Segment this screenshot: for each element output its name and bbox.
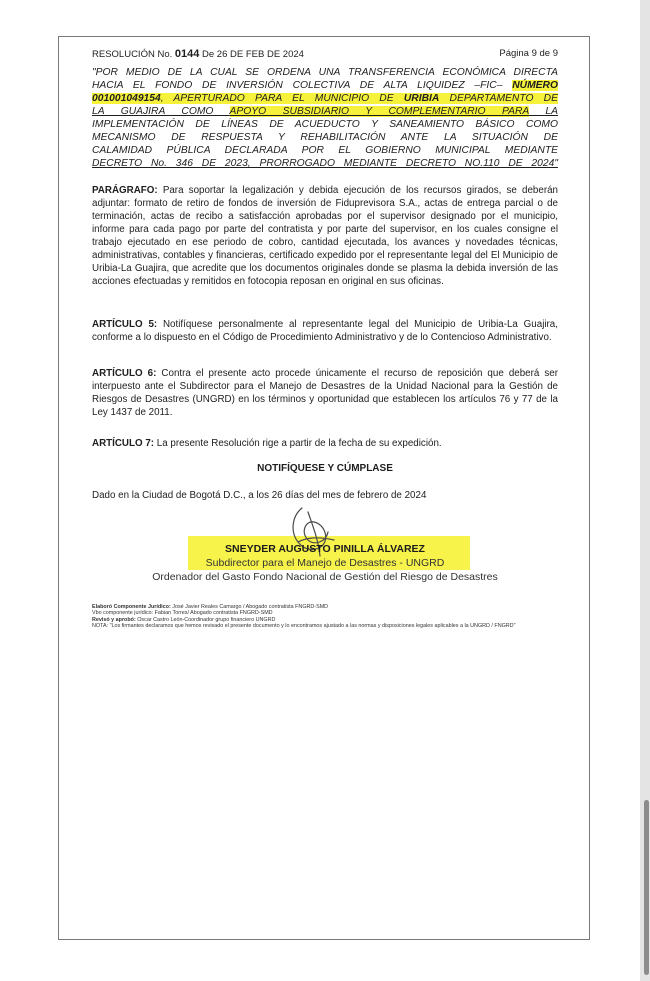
quote-line: IMPLEMENTACIÓN DE LÍNEAS DE ACUEDUCTO Y SANEAMIENTO BÁSICO COMO bbox=[92, 119, 558, 130]
footer-reviso: Revisó y aprobó: Oscar Castro León-Coordinador grupo financiero UNGRD bbox=[92, 616, 276, 623]
quote-line: MECANISMO DE RESPUESTA Y REHABILITACIÓN ANTE LA SITUACIÓN DE bbox=[92, 132, 558, 143]
articulo-6 bbox=[92, 367, 558, 419]
signer-title: Subdirector para el Manejo de Desastres - UNGRD bbox=[205, 557, 445, 569]
articulo-7-text: La presente Resolución rige a partir de la fecha de su expedición. bbox=[156, 438, 442, 449]
resolution-reference: RESOLUCIÓN No. 0144 De 26 DE FEB DE 2024 bbox=[92, 48, 304, 60]
paragrafo-text: Para soportar la legalización y debida ejecución de los recursos girados, se deberán adjuntar: formato de retiro de fondos de inversión de Fiduprevisora S.A., actas de entrega parcial o de terminación, actas de recibo a satisfacción aprobadas por el supervisor designado por el municipio, informe para cada pago por parte del contratista y por parte del supervisor, en los cuales consigne el trabajo ejecutado en ese periodo de cobro, cantidad ejecutada, los avances y novedades técnicas, administrativas, contables y financieras, certificado expedido por el representante legal del El Municipio de Uribia-La Guajira, que acredite que los documentos originales donde se plasma la debida inversión de las acciones efectuadas y remitidos en fotocopia reposan en original en sus oficinas. bbox=[92, 185, 558, 287]
page-border bbox=[58, 36, 590, 940]
articulo-5 bbox=[92, 318, 558, 344]
articulo-7 bbox=[92, 437, 558, 450]
quote-line: DECRETO No. 346 DE 2023, PRORROGADO MEDIANTE DECRETO NO.110 DE 2024" bbox=[92, 158, 558, 169]
paragrafo bbox=[92, 184, 558, 288]
dado-en-line: Dado en la Ciudad de Bogotá D.C., a los 26 días del mes de febrero de 2024 bbox=[92, 490, 427, 501]
page-number: Página 9 de 9 bbox=[499, 48, 558, 59]
articulo-5-text: Notifíquese personalmente al representante legal del Municipio de Uribia-La Guajira, conforme a lo dispuesto en el Código de Procedimiento Administrativo y de lo Contencioso Administrativo. bbox=[92, 319, 558, 343]
footer-visto: Vbo componente jurídico: Fabian Torres/ Abogado contratista FNGRD-SMD bbox=[92, 610, 273, 617]
articulo-6-label: ARTÍCULO 6: bbox=[92, 368, 157, 379]
quote-line: HACIA EL FONDO DE INVERSIÓN COLECTIVA DE ALTA LIQUIDEZ –FIC– NÚMERO bbox=[92, 80, 558, 91]
footer-nota: NOTA: "Los firmantes declaramos que hemos revisado el presente documento y lo encontramos ajustado a las normas y disposiciones legales aplicables a la UNGRD / FNGRD" bbox=[92, 622, 516, 629]
quote-line: "POR MEDIO DE LA CUAL SE ORDENA UNA TRANSFERENCIA ECONÓMICA DIRECTA bbox=[92, 67, 558, 78]
scrollbar-track[interactable] bbox=[640, 0, 650, 981]
footer-credits bbox=[92, 604, 567, 629]
articulo-7-label: ARTÍCULO 7: bbox=[92, 438, 155, 449]
articulo-5-label: ARTÍCULO 5: bbox=[92, 319, 158, 330]
paragrafo-label: PARÁGRAFO: bbox=[92, 185, 158, 196]
signer-role: Ordenador del Gasto Fondo Nacional de Gestión del Riesgo de Desastres bbox=[152, 571, 498, 583]
quote-line: CALAMIDAD PÚBLICA DECLARADA POR EL GOBIERNO MUNICIPAL MEDIANTE bbox=[92, 145, 558, 156]
quote-line: 001001049154, APERTURADO PARA EL MUNICIPIO DE URIBIA DEPARTAMENTO DE bbox=[92, 93, 558, 104]
document-header bbox=[92, 48, 558, 60]
notifiquese-heading: NOTIFÍQUESE Y CÚMPLASE bbox=[257, 463, 393, 474]
articulo-6-text: Contra el presente acto procede únicamente el recurso de reposición que deberá ser interpuesto ante el Subdirector para el Manejo de Desastres de la Unidad Nacional para la Gestión de Riesgos de Desastres (UNGRD) en los términos y oportunidad que establecen los artículos 76 y 77 de la Ley 1437 de 2011. bbox=[92, 368, 558, 418]
resolution-number: 0144 bbox=[174, 48, 200, 60]
signer-name: SNEYDER AUGUSTO PINILLA ÁLVAREZ bbox=[225, 543, 425, 555]
footer-elaboro: Elaboró Componente Jurídico: José Javier Reales Camargo / Abogado contratista FNGRD-SMD bbox=[92, 604, 329, 610]
scrollbar-thumb[interactable] bbox=[644, 800, 649, 975]
quote-line: LA GUAJIRA COMO APOYO SUBSIDIARIO Y COMPLEMENTARIO PARA LA bbox=[92, 106, 558, 117]
resolution-title-quote bbox=[92, 66, 558, 170]
resolution-date: De 26 DE FEB DE 2024 bbox=[202, 49, 304, 60]
